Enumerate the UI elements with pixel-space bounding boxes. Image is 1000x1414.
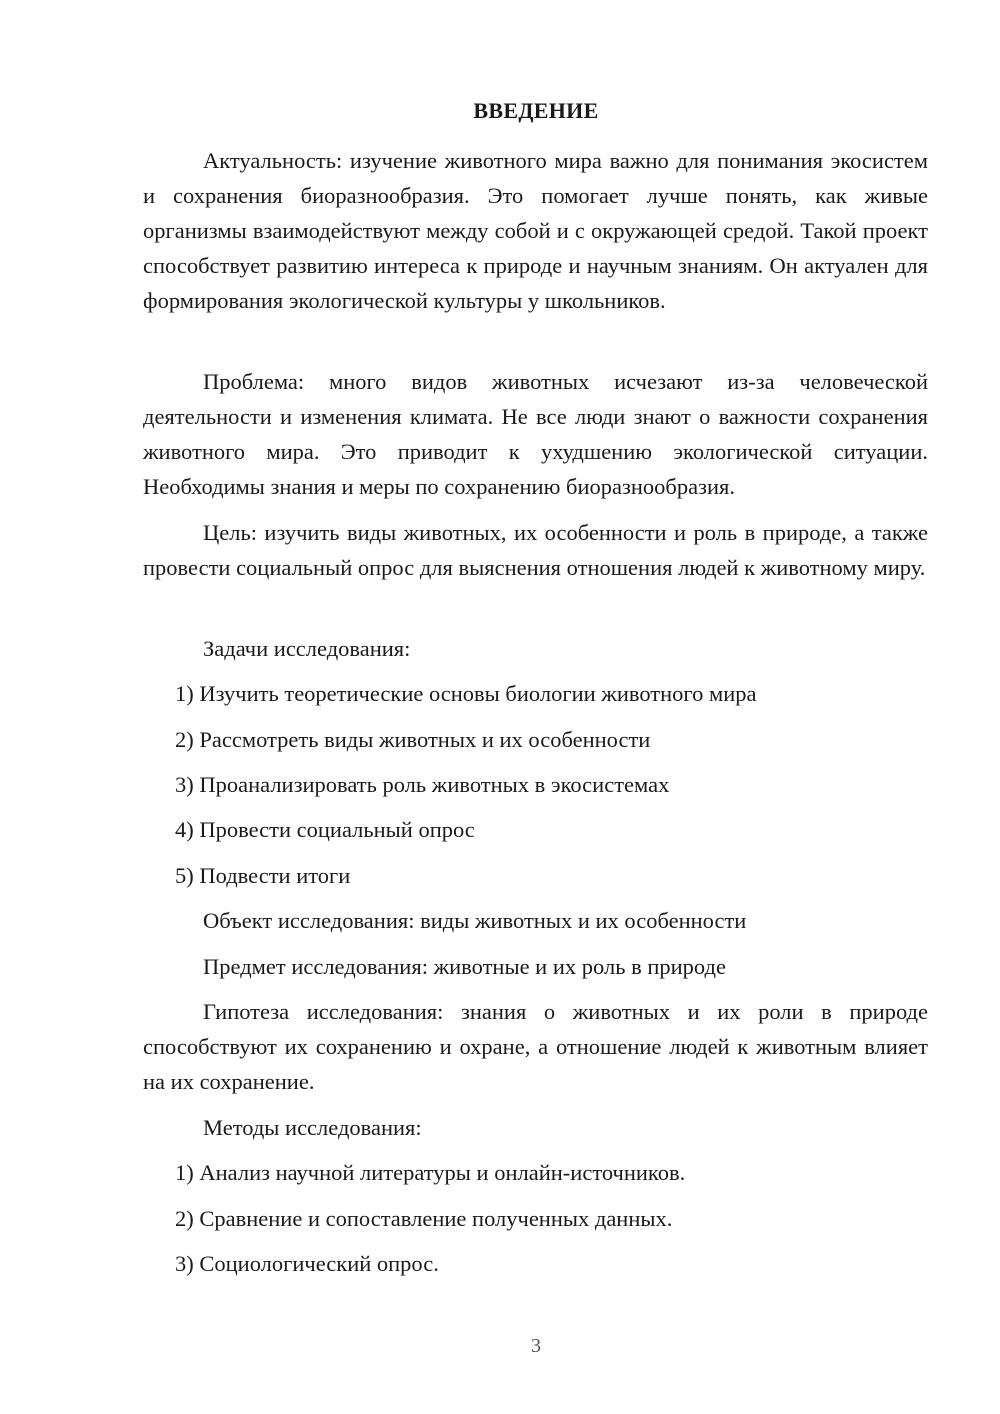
method-item-1: 1) Анализ научной литературы и онлайн-источников. <box>175 1160 686 1185</box>
research-object: Объект исследования: виды животных и их особенности <box>203 908 747 933</box>
paragraph-problem: Проблема: много видов животных исчезают из-за человеческой деятельности и изменения климата. Не все люди знают о важности сохранения животного мира. Это приводит к ухудшению экологической ситуации. Необходимы знания и меры по сохранению биоразнообразия. <box>143 369 928 499</box>
paragraph-goal: Цель: изучить виды животных, их особенности и роль в природе, а также провести социальный опрос для выяснения отношения людей к животному миру. <box>143 520 928 580</box>
task-item-2: 2) Рассмотреть виды животных и их особенности <box>175 727 651 752</box>
task-item-4: 4) Провести социальный опрос <box>175 817 475 842</box>
paragraph-relevance: Актуальность: изучение животного мира важно для понимания экосистем и сохранения биоразнообразия. Это помогает лучше понять, как живые организмы взаимодействуют между собой и с окружающей средой. Такой проект способствует развитию интереса к природе и научным знаниям. Он актуален для формирования экологической культуры у школьников. <box>143 148 928 313</box>
page-title: ВВЕДЕНИЕ <box>473 98 599 123</box>
methods-heading: Методы исследования: <box>203 1115 422 1140</box>
method-item-3: 3) Социологический опрос. <box>175 1251 439 1276</box>
research-subject: Предмет исследования: животные и их роль в природе <box>203 954 726 979</box>
method-item-2: 2) Сравнение и сопоставление полученных данных. <box>175 1206 673 1231</box>
task-item-5: 5) Подвести итоги <box>175 863 351 888</box>
paragraph-hypothesis: Гипотеза исследования: знания о животных и их роли в природе способствуют их сохранению и охране, а отношение людей к животным влияет на их сохранение. <box>143 999 928 1094</box>
page-number: 3 <box>531 1335 541 1357</box>
task-item-3: 3) Проанализировать роль животных в экосистемах <box>175 772 670 797</box>
task-item-1: 1) Изучить теоретические основы биологии животного мира <box>175 681 757 706</box>
tasks-heading: Задачи исследования: <box>203 636 411 661</box>
